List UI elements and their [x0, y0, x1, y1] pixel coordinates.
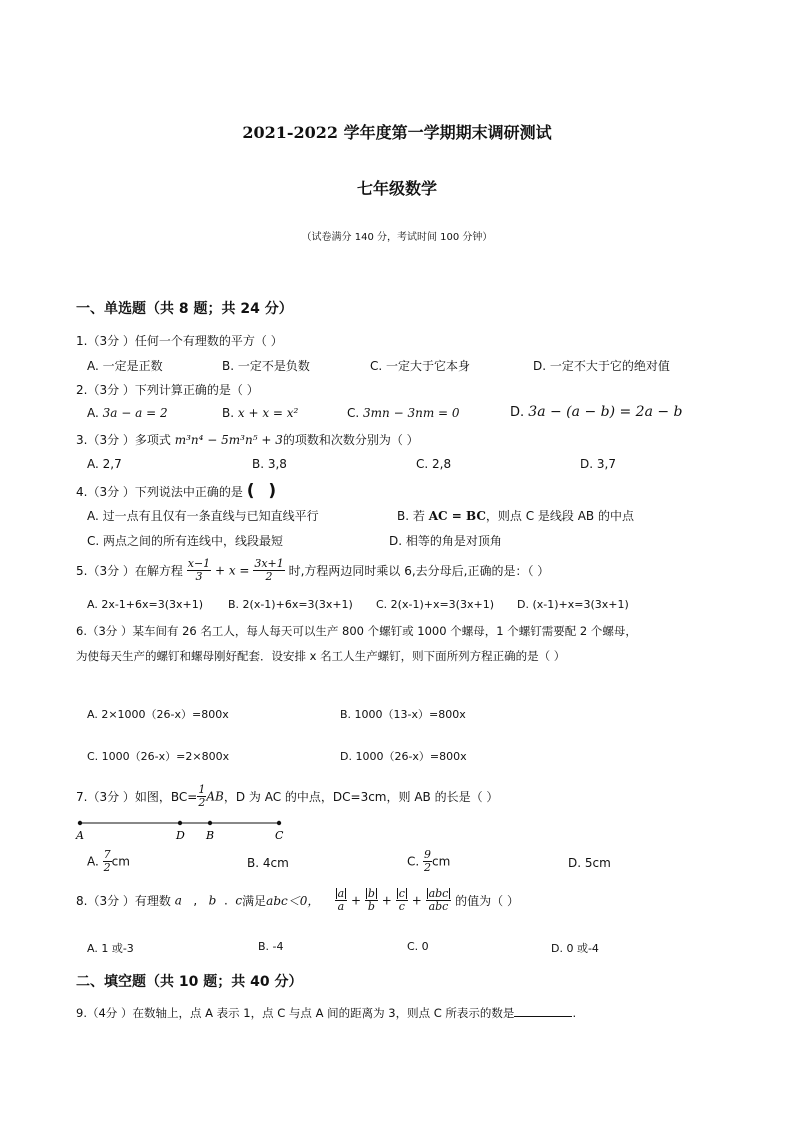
fraction-1: $\frac{x-1}{3}$: [187, 557, 211, 583]
question-7-stem: 7.（3分 ）如图，BC= $\frac{1}{2}$ AB，D 为 AC 的中点，DC=3cm，则 AB 的长是（ ）: [76, 783, 499, 809]
question-7-option-d: D. 5cm: [568, 856, 611, 870]
point-b-dot: [208, 821, 212, 825]
question-6-option-d: D. 1000（26-x）=800x: [340, 750, 467, 763]
question-3-option-b: B. 3,8: [252, 457, 287, 471]
question-4-option-a: A. 过一点有且仅有一条直线与已知直线平行: [87, 509, 319, 523]
question-1-option-a: A. 一定是正数: [87, 359, 163, 373]
point-c-label: C: [275, 829, 284, 842]
answer-parentheses: ( ): [246, 481, 281, 501]
question-5-option-a: A. 2x-1+6x=3(3x+1): [87, 598, 204, 611]
point-d-label: D: [176, 829, 185, 842]
point-b-label: B: [206, 829, 215, 842]
section-heading-fill-in: 二、填空题（共 10 题；共 40 分）: [76, 974, 303, 990]
question-6-stem-line-2: 为使每天生产的螺钉和螺母刚好配套．设安排 x 名工人生产螺钉，则下面所列方程正确的是（ ）: [76, 649, 566, 663]
question-5-option-d: D. (x-1)+x=3(3x+1): [517, 598, 629, 611]
point-d-dot: [178, 821, 182, 825]
exam-title: 2021-2022 学年度第一学期期末调研测试: [242, 123, 552, 142]
question-6-option-b: B. 1000（13-x）=800x: [340, 708, 466, 721]
question-8-option-d: D. 0 或-4: [551, 942, 599, 955]
question-8-option-c: C. 0: [407, 940, 429, 953]
question-7-option-c: C. $\frac{9}{2}$ cm: [407, 848, 451, 874]
fraction-2: $\frac{3x+1}{2}$: [254, 557, 284, 583]
question-2-option-b: B. x + x = x²: [222, 406, 299, 420]
question-2-stem: 2.（3分 ）下列计算正确的是（ ）: [76, 383, 259, 397]
question-1-option-b: B. 一定不是负数: [222, 359, 310, 373]
question-8-stem: 8.（3分 ）有理数 a , b . c满足abc＜0， $\frac{a}{a}$ + $\frac{b}{b}$ + $\frac{c}{c}$ + $\frac{\text{abc}}{\text{abc}}$ 的值为（ ）: [76, 887, 519, 913]
question-3-option-c: C. 2,8: [416, 457, 452, 471]
question-4-option-d: D. 相等的角是对顶角: [389, 534, 502, 548]
answer-blank[interactable]: [514, 1006, 572, 1017]
question-8-option-a: A. 1 或-3: [87, 942, 134, 955]
question-2-option-a: A. 3a − a = 2: [87, 406, 168, 420]
point-a-label: A: [76, 829, 84, 842]
point-c-dot: [277, 821, 281, 825]
question-1-stem: 1.（3分 ）任何一个有理数的平方（ ）: [76, 334, 283, 348]
question-3-stem: 3.（3分 ）多项式 m³n⁴ − 5m³n⁵ + 3的项数和次数分别为（ ）: [76, 433, 419, 447]
question-3-option-a: A. 2,7: [87, 457, 122, 471]
question-9-stem: 9.（4分 ）在数轴上，点 A 表示 1，点 C 与点 A 间的距离为 3，则点 C 所表示的数是 .: [76, 1006, 577, 1020]
question-3-polynomial: m³n⁴ − 5m³n⁵ + 3: [174, 433, 283, 447]
fraction-half: $\frac{1}{2}$: [198, 783, 206, 809]
question-1-option-c: C. 一定大于它本身: [370, 359, 471, 373]
question-5-option-b: B. 2(x-1)+6x=3(3x+1): [228, 598, 353, 611]
question-7-option-b: B. 4cm: [247, 856, 289, 870]
question-5-option-c: C. 2(x-1)+x=3(3x+1): [376, 598, 494, 611]
question-6-option-c: C. 1000（26-x）=2×800x: [87, 750, 230, 763]
question-6-option-a: A. 2×1000（26-x）=800x: [87, 708, 229, 721]
question-4-option-c: C. 两点之间的所有连线中，线段最短: [87, 534, 284, 548]
question-2-option-c: C. 3mn − 3nm = 0: [347, 406, 460, 420]
question-2-option-d: D. 3a − (a − b) = 2a − b: [510, 404, 683, 420]
exam-subtitle: 七年级数学: [356, 179, 437, 198]
question-7-option-a: A. $\frac{7}{2}$ cm: [87, 848, 130, 874]
question-8-option-b: B. -4: [258, 940, 284, 953]
question-4-stem: 4.（3分 ）下列说法中正确的是 ( ): [76, 481, 281, 501]
question-3-option-d: D. 3,7: [580, 457, 616, 471]
point-a-dot: [78, 821, 82, 825]
exam-note: （试卷满分 140 分，考试时间 100 分钟）: [301, 232, 493, 243]
question-4-option-b: B. 若 AC = BC，则点 C 是线段 AB 的中点: [397, 509, 634, 523]
question-6-stem-line-1: 6.（3分 ）某车间有 26 名工人，每人每天可以生产 800 个螺钉或 1000 个螺母，1 个螺钉需要配 2 个螺母，: [76, 624, 637, 638]
question-1-option-d: D. 一定不大于它的绝对值: [533, 359, 670, 373]
question-5-stem: 5.（3分 ）在解方程 $\frac{x-1}{3}$ + x = $\frac{3x+1}{2}$ 时,方程两边同时乘以 6,去分母后,正确的是：（ ）: [76, 557, 550, 583]
section-heading-single-choice: 一、单选题（共 8 题；共 24 分）: [76, 301, 293, 317]
segment-figure: [70, 815, 300, 843]
